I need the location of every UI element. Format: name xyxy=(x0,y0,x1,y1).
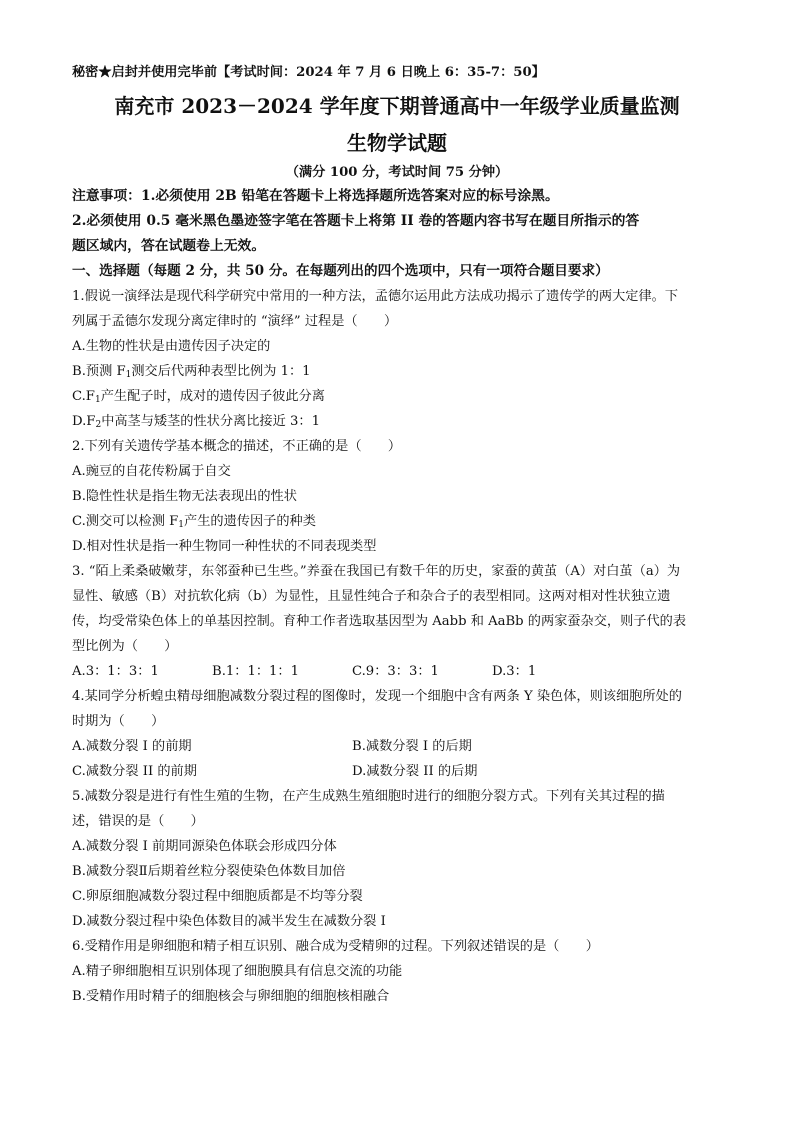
q3-stem-line-3: 传，均受常染色体上的单基因控制。育种工作者选取基因型为 Aabb 和 AaBb 的两家蚕杂交，则子代的表 xyxy=(72,614,687,629)
exam-title: 南充市 2023－2024 学年度下期普通高中一年级学业质量监测 xyxy=(114,94,680,118)
notice-line-2a: 2.必须使用 0.5 毫米黑色墨迹签字笔在答题卡上将第 II 卷的答题内容书写在题目所指示的答 xyxy=(72,213,640,229)
subject-title: 生物学试题 xyxy=(347,131,447,155)
q4-stem-line-1: 4.某同学分析蝗虫精母细胞减数分裂过程的图像时，发现一个细胞中含有两条 Y 染色体，则该细胞所处的 xyxy=(72,689,682,704)
q5-option-d: D.减数分裂过程中染色体数目的减半发生在减数分裂 I xyxy=(72,914,386,929)
q2-option-b: B.隐性性状是指生物无法表现出的性状 xyxy=(72,489,297,504)
q5-option-a: A.减数分裂 I 前期同源染色体联会形成四分体 xyxy=(72,839,337,854)
q1-stem-line-2: 列属于孟德尔发现分离定律时的 “演绎” 过程是（ ） xyxy=(72,314,398,329)
q4-option-c: C.减数分裂 II 的前期 xyxy=(72,764,197,779)
q6-option-b: B.受精作用时精子的细胞核会与卵细胞的细胞核相融合 xyxy=(72,989,390,1004)
q4-option-d: D.减数分裂 II 的后期 xyxy=(352,764,478,779)
notice-line-2b: 题区域内，答在试题卷上无效。 xyxy=(72,238,266,254)
q3-options xyxy=(72,659,722,684)
q2-option-c: C.测交可以检测 $F_1$产生的遗传因子的种类 xyxy=(72,514,316,530)
q3-option-a: A.3：1：3：1 xyxy=(72,664,159,679)
q4-option-b: B.减数分裂 I 的后期 xyxy=(352,739,472,754)
q6-stem: 6.受精作用是卵细胞和精子相互识别、融合成为受精卵的过程。下列叙述错误的是（ ） xyxy=(72,939,599,954)
q2-option-d: D.相对性状是指一种生物同一种性状的不同表现类型 xyxy=(72,539,377,554)
section-heading: 一、选择题（每题 2 分，共 50 分。在每题列出的四个选项中，只有一项符合题目要求） xyxy=(72,263,609,279)
exam-page xyxy=(72,62,722,1009)
q1-option-b: B.预测 $F_1$测交后代两种表型比例为 1：1 xyxy=(72,364,311,380)
q3-option-c: C.9：3：3：1 xyxy=(352,664,439,679)
q4-stem-line-2: 时期为（ ） xyxy=(72,714,165,729)
notice-line-1: 注意事项：1.必须使用 2B 铅笔在答题卡上将选择题所选答案对应的标号涂黑。 xyxy=(72,188,559,204)
q1-option-d: $D.F_2$中高茎与矮茎的性状分离比接近 3：1 xyxy=(72,414,320,430)
q2-option-a: A.豌豆的自花传粉属于自交 xyxy=(72,464,231,479)
confidential-line: 秘密★启封并使用完毕前【考试时间：2024 年 7 月 6 日晚上 6：35-7：50】 xyxy=(72,65,545,80)
score-info: （满分 100 分，考试时间 75 分钟） xyxy=(285,165,509,180)
q3-stem-line-1: 3. “陌上柔桑破嫩芽，东邻蚕种已生些。”养蚕在我国已有数千年的历史，家蚕的黄茧（A）对白茧（a）为 xyxy=(72,564,681,579)
q6-option-a: A.精子卵细胞相互识别体现了细胞膜具有信息交流的功能 xyxy=(72,964,403,979)
q4-option-a: A.减数分裂 I 的前期 xyxy=(72,739,192,754)
q4-options-row-1 xyxy=(72,734,722,759)
q1-option-a: A.生物的性状是由遗传因子决定的 xyxy=(72,339,271,354)
q3-stem-line-2: 显性、敏感（B）对抗软化病（b）为显性，且显性纯合子和杂合子的表型相同。这两对相对性状独立遗 xyxy=(72,589,671,604)
q4-options-row-2 xyxy=(72,759,722,784)
q5-stem-line-1: 5.减数分裂是进行有性生殖的生物，在产生成熟生殖细胞时进行的细胞分裂方式。下列有关其过程的描 xyxy=(72,789,665,804)
q3-stem-line-4: 型比例为（ ） xyxy=(72,639,178,654)
q5-stem-line-2: 述，错误的是（ ） xyxy=(72,814,204,829)
q3-option-d: D.3：1 xyxy=(492,664,537,679)
q5-option-c: C.卵原细胞减数分裂过程中细胞质都是不均等分裂 xyxy=(72,889,363,904)
q1-option-c: $C.F_1$产生配子时，成对的遗传因子彼此分离 xyxy=(72,389,325,405)
q1-stem-line-1: 1.假说一演绎法是现代科学研究中常用的一种方法，孟德尔运用此方法成功揭示了遗传学的两大定律。下 xyxy=(72,289,679,304)
q3-option-b: B.1：1：1：1 xyxy=(212,664,300,679)
q5-option-b: B.减数分裂Ⅱ后期着丝粒分裂使染色体数目加倍 xyxy=(72,864,346,879)
q2-stem: 2.下列有关遗传学基本概念的描述，不正确的是（ ） xyxy=(72,439,402,454)
